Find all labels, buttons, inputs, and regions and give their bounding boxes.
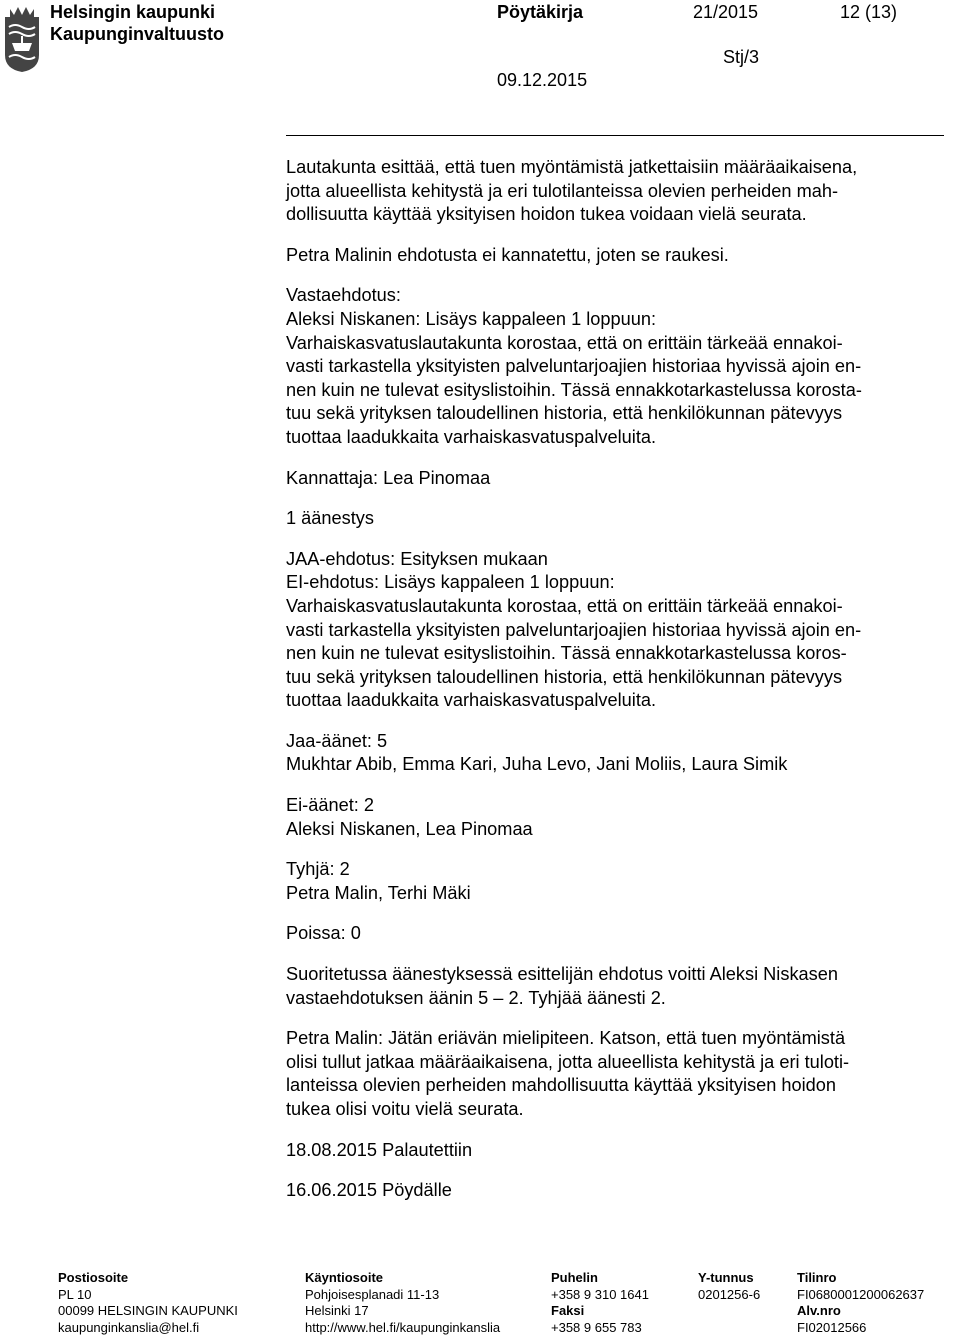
footer-visiting-line: Helsinki 17 bbox=[305, 1303, 369, 1318]
text-line: Ei-äänet: 2 bbox=[286, 795, 374, 816]
paragraph bbox=[286, 548, 951, 713]
text-line: Mukhtar Abib, Emma Kari, Juha Levo, Jani Moliis, Laura Simik bbox=[286, 754, 788, 775]
footer-visiting-label: Käyntiosoite bbox=[305, 1270, 384, 1285]
paragraph bbox=[286, 467, 951, 491]
document-type: Pöytäkirja bbox=[497, 2, 584, 22]
footer-account-label: Tilinro bbox=[797, 1270, 837, 1285]
footer-fax-label: Faksi bbox=[551, 1303, 585, 1318]
text-line: Aleksi Niskanen: Lisäys kappaleen 1 loppuun: bbox=[286, 308, 657, 329]
org-name: Helsingin kaupunki bbox=[50, 2, 216, 22]
footer-phone-label: Puhelin bbox=[551, 1270, 598, 1285]
city-crest-logo bbox=[3, 3, 41, 73]
text-line: Jaa-äänet: 5 bbox=[286, 730, 388, 751]
footer-vat-value: FI02012566 bbox=[797, 1319, 867, 1335]
text-line: Suoritetussa äänestyksessä esittelijän ehdotus voitti Aleksi Niskasen bbox=[286, 964, 838, 985]
text-line: JAA-ehdotus: Esityksen mukaan bbox=[286, 548, 548, 569]
text-line: olisi tullut jatkaa määräaikaisena, jotta alueellista kehitystä ja eri tuloti- bbox=[286, 1051, 850, 1072]
footer-fax-value: +358 9 655 783 bbox=[551, 1319, 642, 1335]
text-line: tukea olisi voitu vielä seurata. bbox=[286, 1099, 524, 1119]
text-line: Aleksi Niskanen, Lea Pinomaa bbox=[286, 818, 533, 839]
text-line: 18.08.2015 Palautettiin bbox=[286, 1139, 473, 1160]
footer-visiting bbox=[305, 1270, 500, 1336]
text-line: nen kuin ne tulevat esityslistoihin. Tässä ennakkotarkastelussa korosta- bbox=[286, 379, 862, 400]
text-line: lanteissa olevien perheiden mahdollisuutta käyttää yksityisen hoidon bbox=[286, 1075, 837, 1096]
footer-postal-line: 00099 HELSINGIN KAUPUNKI bbox=[58, 1303, 238, 1318]
text-line: 1 äänestys bbox=[286, 508, 374, 529]
text-line: tuu sekä yrityksen taloudellinen historia, että henkilökunnan pätevyys bbox=[286, 403, 843, 424]
text-line: Kannattaja: Lea Pinomaa bbox=[286, 467, 491, 488]
text-line: Poissa: 0 bbox=[286, 923, 361, 944]
footer-phone bbox=[551, 1270, 649, 1336]
text-line: Petra Malinin ehdotusta ei kannatettu, joten se raukesi. bbox=[286, 244, 729, 265]
footer-phone-value: +358 9 310 1641 bbox=[551, 1286, 649, 1302]
text-line: nen kuin ne tulevat esityslistoihin. Tässä ennakkotarkastelussa koros- bbox=[286, 643, 847, 664]
paragraph bbox=[286, 730, 951, 777]
body-name: Kaupunginvaltuusto bbox=[50, 24, 224, 44]
text-line: tuottaa laadukkaita varhaiskasvatuspalveluita. bbox=[286, 426, 657, 447]
text-line: EI-ehdotus: Lisäys kappaleen 1 loppuun: bbox=[286, 572, 615, 593]
text-line: 16.06.2015 Pöydälle bbox=[286, 1180, 452, 1201]
footer-postal-line: PL 10 bbox=[58, 1286, 92, 1302]
section-code: Stj/3 bbox=[723, 47, 760, 67]
text-line: Tyhjä: 2 bbox=[286, 859, 350, 880]
text-line: Petra Malin: Jätän eriävän mielipiteen. Katson, että tuen myöntämistä bbox=[286, 1028, 846, 1049]
header-rule bbox=[286, 135, 944, 136]
text-line: Varhaiskasvatuslautakunta korostaa, että on erittäin tärkeää ennakoi- bbox=[286, 595, 843, 616]
footer-vat-label: Alv.nro bbox=[797, 1303, 841, 1318]
text-line: vasti tarkastella yksityisten palveluntarjoajien historiaa hyvissä ajoin en- bbox=[286, 619, 862, 640]
footer-postal-label: Postiosoite bbox=[58, 1270, 129, 1285]
paragraph bbox=[286, 507, 951, 531]
paragraph bbox=[286, 1179, 951, 1203]
text-line: Varhaiskasvatuslautakunta korostaa, että on erittäin tärkeää ennakoi- bbox=[286, 332, 843, 353]
text-line: jotta alueellista kehitystä ja eri tulotilanteissa olevien perheiden mah- bbox=[286, 180, 839, 201]
paragraph bbox=[286, 156, 951, 227]
text-line: Vastaehdotus: bbox=[286, 285, 401, 306]
paragraph bbox=[286, 1139, 951, 1163]
footer-business-id-value: 0201256-6 bbox=[698, 1286, 761, 1302]
paragraph bbox=[286, 858, 951, 905]
meeting-number: 21/2015 bbox=[693, 2, 759, 22]
text-line: tuu sekä yrityksen taloudellinen historia, että henkilökunnan pätevyys bbox=[286, 666, 843, 687]
paragraph bbox=[286, 922, 951, 946]
paragraph bbox=[286, 1027, 951, 1121]
text-line: tuottaa laadukkaita varhaiskasvatuspalveluita. bbox=[286, 690, 657, 711]
paragraph bbox=[286, 963, 951, 1010]
footer-business-id-label: Y-tunnus bbox=[698, 1270, 754, 1285]
footer-account bbox=[797, 1270, 924, 1336]
footer-email-link[interactable]: kaupunginkanslia@hel.fi bbox=[58, 1319, 200, 1335]
paragraph bbox=[286, 794, 951, 841]
text-line: Petra Malin, Terhi Mäki bbox=[286, 882, 471, 903]
paragraph bbox=[286, 244, 951, 268]
footer-website-link[interactable]: http://www.hel.fi/kaupunginkanslia bbox=[305, 1319, 501, 1335]
document-body bbox=[286, 156, 951, 1203]
footer-account-value: FI0680001200062637 bbox=[797, 1286, 925, 1302]
text-line: vasti tarkastella yksityisten palveluntarjoajien historiaa hyvissä ajoin en- bbox=[286, 356, 862, 377]
meeting-date: 09.12.2015 bbox=[497, 70, 588, 90]
text-line: dollisuutta käyttää yksityisen hoidon tukea voidaan vielä seurata. bbox=[286, 204, 807, 225]
footer-postal bbox=[58, 1270, 238, 1336]
footer-business-id bbox=[698, 1270, 760, 1303]
text-line: vastaehdotuksen äänin 5 – 2. Tyhjää äänesti 2. bbox=[286, 987, 666, 1008]
footer-visiting-line: Pohjoisesplanadi 11-13 bbox=[305, 1286, 440, 1302]
paragraph bbox=[286, 284, 951, 449]
page-number: 12 (13) bbox=[840, 2, 898, 22]
text-line: Lautakunta esittää, että tuen myöntämistä jatkettaisiin määräaikaisena, bbox=[286, 157, 858, 177]
